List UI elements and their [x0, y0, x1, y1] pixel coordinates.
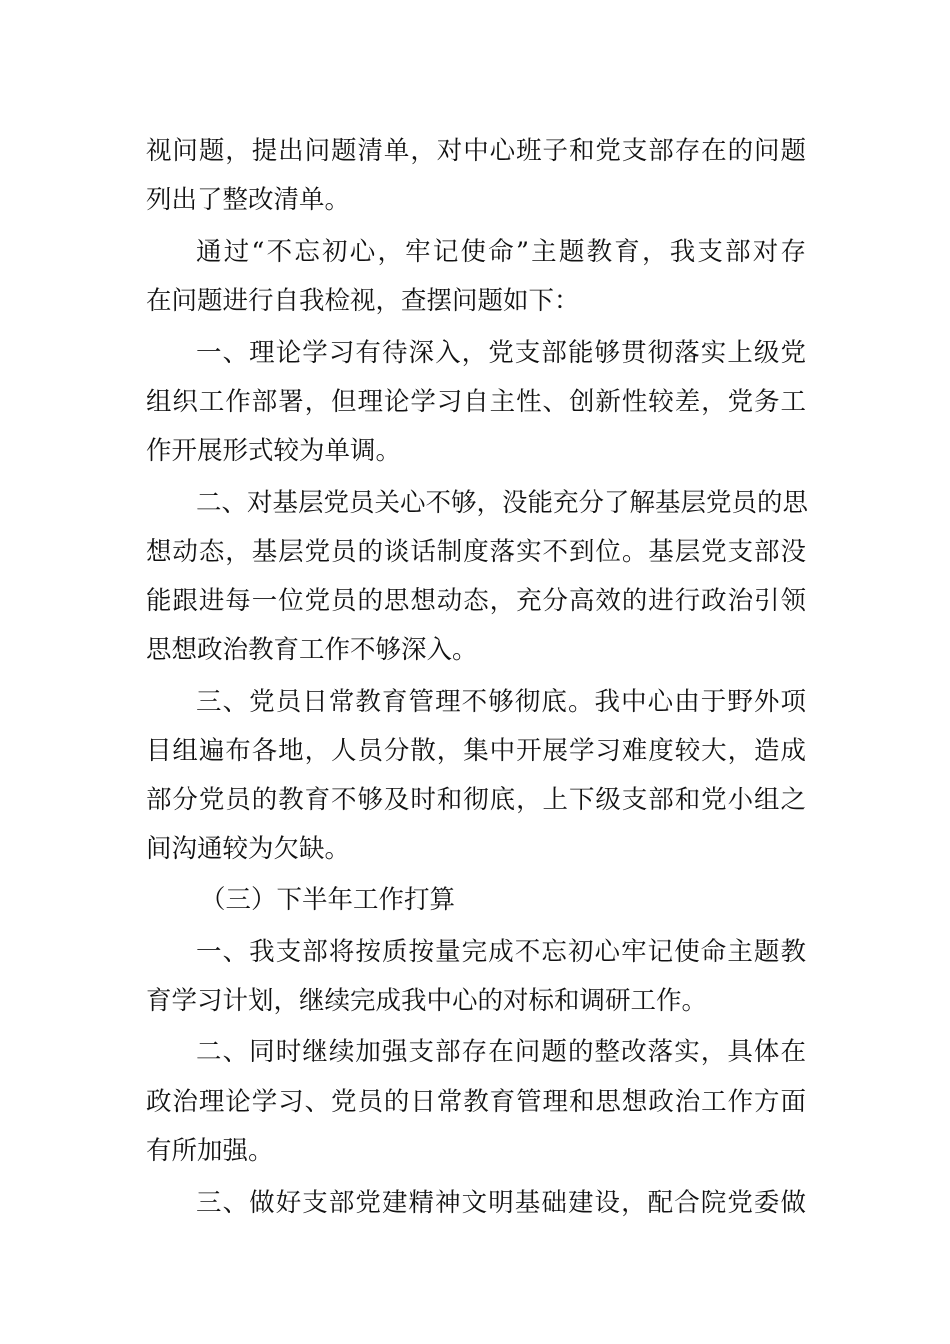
- paragraph-line: 间沟通较为欠缺。: [146, 834, 351, 864]
- paragraph-line: 一、理论学习有待深入，党支部能够贯彻落实上级党: [196, 338, 806, 368]
- paragraph-line: 组织工作部署，但理论学习自主性、创新性较差，党务工: [146, 387, 806, 417]
- paragraph-line: 想动态，基层党员的谈话制度落实不到位。基层党支部没: [146, 537, 806, 567]
- paragraph-line: 二、对基层党员关心不够，没能充分了解基层党员的思: [196, 488, 809, 518]
- paragraph-line: 一、我支部将按质按量完成不忘初心牢记使命主题教: [196, 937, 806, 967]
- paragraph-line: 在问题进行自我检视，查摆问题如下：: [146, 286, 580, 316]
- paragraph-line: 有所加强。: [146, 1136, 274, 1166]
- section-heading: （三）下半年工作打算: [200, 885, 456, 915]
- paragraph-line: 思想政治教育工作不够深入。: [146, 635, 478, 665]
- paragraph-line: 能跟进每一位党员的思想动态，充分高效的进行政治引领: [146, 586, 806, 616]
- paragraph-line: 二、同时继续加强支部存在问题的整改落实，具体在: [196, 1037, 806, 1067]
- paragraph-line: 通过“不忘初心，牢记使命”主题教育，我支部对存: [196, 237, 806, 267]
- paragraph-line: 三、做好支部党建精神文明基础建设，配合院党委做: [196, 1188, 806, 1218]
- paragraph-line: 作开展形式较为单调。: [146, 436, 402, 466]
- paragraph-line: 视问题，提出问题清单，对中心班子和党支部存在的问题: [146, 136, 806, 166]
- paragraph-line: 部分党员的教育不够及时和彻底，上下级支部和党小组之: [146, 785, 806, 815]
- paragraph-line: 目组遍布各地，人员分散，集中开展学习难度较大，造成: [146, 736, 806, 766]
- paragraph-line: 育学习计划，继续完成我中心的对标和调研工作。: [146, 986, 708, 1016]
- paragraph-line: 列出了整改清单。: [146, 185, 351, 215]
- paragraph-line: 三、党员日常教育管理不够彻底。我中心由于野外项: [196, 687, 806, 717]
- paragraph-line: 政治理论学习、党员的日常教育管理和思想政治工作方面: [146, 1087, 806, 1117]
